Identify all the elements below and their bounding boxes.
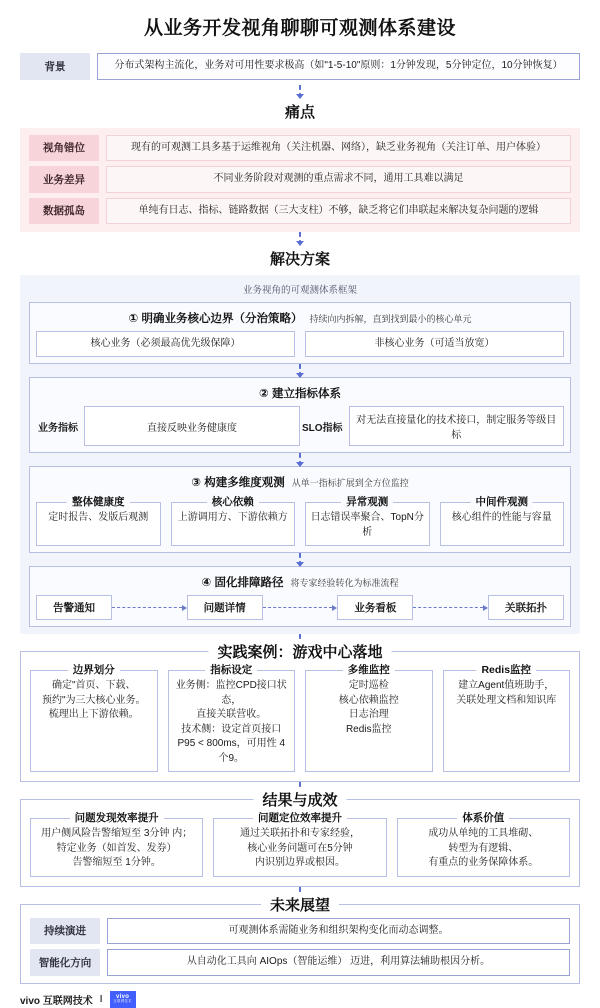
step-3-box-text: 上游调用方、下游依赖方 (177, 512, 288, 523)
practice-heading: 实践案例：游戏中心落地 (208, 641, 391, 662)
step-4-title-text: ④ 固化排障路径 (201, 577, 284, 589)
practice-card (305, 664, 433, 772)
step-3-box (305, 496, 430, 546)
solution-step-4 (29, 566, 571, 627)
step-2-item-value: 直接反映业务健康度 (84, 406, 300, 446)
background-label: 背景 (20, 53, 90, 80)
chain-node: 关联拓扑 (488, 595, 564, 620)
arrow-down-icon (296, 462, 304, 467)
pain-point-label: 数据孤岛 (29, 198, 99, 225)
background-text: 分布式架构主流化，业务对可用性要求极高（如"1-5-10"原则：1分钟发现，5分钟定位，10分钟恢复） (97, 53, 580, 80)
arrow-down-icon (296, 241, 304, 246)
pain-points-section (20, 128, 580, 233)
solution-step-1 (29, 302, 571, 364)
future-row (30, 949, 570, 976)
pain-point-row (29, 135, 571, 162)
step-3-box-text: 核心组件的性能与容量 (451, 512, 552, 523)
future-section (20, 896, 580, 984)
results-card-text: 成功从单纯的工具堆砌、 转型为有逻辑、 有重点的业务保障体系。 (428, 828, 539, 868)
step-3-box-legend: 整体健康度 (67, 495, 130, 510)
future-row (30, 918, 570, 945)
practice-section (20, 644, 580, 782)
step-3-box (171, 496, 296, 546)
step-3-box-legend: 中间件观测 (471, 495, 534, 510)
results-card (397, 812, 570, 877)
step-4-title (36, 572, 564, 595)
step-2-item-tag: SLO指标 (302, 422, 343, 434)
step-4-note: 将专家经验转化为标准流程 (290, 578, 399, 588)
results-card (213, 812, 386, 877)
footer-brand: vivo 互联网技术 (20, 995, 93, 1007)
footer (20, 984, 580, 1008)
future-label: 智能化方向 (30, 949, 100, 976)
results-cards (30, 814, 570, 877)
step-3-box-legend: 核心依赖 (207, 495, 259, 510)
footer-separator: I (99, 993, 103, 1005)
results-card-text: 通过关联拓扑和专家经验， 核心业务问题可在5分钟 内识别边界或根因。 (239, 828, 360, 868)
step-3-title-text: ③ 构建多维度观测 (191, 477, 285, 489)
connector-background-to-pain (20, 85, 580, 98)
future-label: 持续演进 (30, 918, 100, 945)
solution-subtitle: 业务视角的可观测体系框架 (242, 285, 357, 296)
practice-card-text: 定时巡检 核心依赖监控 日志治理 Redis监控 (338, 680, 399, 735)
step-1-box: 核心业务（必须最高优先级保障） (36, 331, 295, 357)
logo-line-2: 互联网技术 (113, 999, 132, 1004)
pain-point-label: 业务差异 (29, 166, 99, 193)
chain-node: 业务看板 (337, 595, 413, 620)
step-3-box-legend: 异常观测 (341, 495, 393, 510)
practice-card-text: 确定"首页、下载、 预约"为三大核心业务。 梳理出上下游依赖。 (41, 680, 146, 720)
solution-step-2 (29, 377, 571, 453)
arrow-down-icon (296, 373, 304, 378)
step-3-box-text: 日志错误率聚合、TopN分析 (310, 512, 424, 538)
practice-card (443, 664, 571, 772)
practice-card-legend: 多维监控 (343, 663, 395, 678)
future-text: 可观测体系需随业务和组织架构变化而动态调整。 (107, 918, 570, 945)
step-4-chain (36, 595, 564, 620)
logo-line-1: vivo (115, 994, 130, 1001)
chain-arrow-icon (413, 605, 488, 611)
practice-card (168, 664, 296, 772)
step-3-box (440, 496, 565, 546)
results-card-text: 用户侧风险告警缩短至 3分钟 内； 特定业务（如首发、发券） 告警缩短至 1分钟。 (41, 828, 193, 868)
pain-points-heading: 痛点 (284, 103, 315, 121)
step-2-item-value: 对无法直接量化的技术接口，制定服务等级目标 (349, 406, 564, 446)
background-row (20, 53, 580, 80)
solution-section (20, 275, 580, 634)
future-text: 从自动化工具向 AIOps（智能运维） 迈进，利用算法辅助根因分析。 (107, 949, 570, 976)
results-card-legend: 体系价值 (457, 811, 509, 826)
pain-point-label: 视角错位 (29, 135, 99, 162)
practice-card-legend: 边界划分 (68, 663, 120, 678)
results-card-legend: 问题发现效率提升 (70, 811, 164, 826)
solution-heading: 解决方案 (269, 251, 330, 268)
pain-point-text: 不同业务阶段对观测的重点需求不同，通用工具难以满足 (106, 166, 571, 193)
chain-arrow-icon (263, 605, 338, 611)
practice-card (30, 664, 158, 772)
chain-arrow-icon (112, 605, 187, 611)
practice-cards (30, 666, 570, 772)
chain-node: 告警通知 (36, 595, 112, 620)
connector-step2-to-step3 (29, 453, 571, 466)
page-title: 从业务开发视角聊聊可观测体系建设 (143, 18, 456, 39)
practice-card-text: 业务侧：监控CPD接口状态， 直接关联营收。 技术侧：设定首页接口 P95 < 800ms，可用性 4个9。 (175, 680, 287, 764)
step-3-note: 从单一指标扩展到全方位监控 (291, 478, 409, 488)
step-2-item (36, 406, 300, 446)
practice-card-text: 建立Agent值班助手， 关联处理文档和知识库 (456, 680, 557, 706)
step-3-box-text: 定时报告、发版后观测 (48, 512, 149, 523)
future-heading: 未来展望 (261, 894, 339, 915)
results-section (20, 792, 580, 887)
results-card-legend: 问题定位效率提升 (253, 811, 347, 826)
practice-card-legend: 指标设定 (205, 663, 257, 678)
step-1-title (36, 308, 564, 331)
connector-step1-to-step2 (29, 364, 571, 377)
results-heading: 结果与成效 (253, 789, 346, 810)
step-1-title-text: ① 明确业务核心边界（分治策略） (128, 313, 303, 325)
step-1-boxes (36, 331, 564, 357)
arrow-down-icon (296, 94, 304, 99)
step-2-items (36, 406, 564, 446)
step-2-title: ② 建立指标体系 (259, 388, 341, 400)
step-1-box: 非核心业务（可适当放宽） (305, 331, 564, 357)
arrow-down-icon (296, 562, 304, 567)
results-card (30, 812, 203, 877)
step-2-item-tag: 业务指标 (38, 422, 78, 434)
step-3-boxes (36, 495, 564, 546)
background-section (20, 53, 580, 80)
practice-card-legend: Redis监控 (476, 663, 536, 678)
step-1-note: 持续向内拆解，直到找到最小的核心单元 (309, 314, 472, 324)
chain-node: 问题详情 (187, 595, 263, 620)
step-2-item (300, 406, 564, 446)
pain-point-text: 单纯有日志、指标、链路数据（三大支柱）不够，缺乏将它们串联起来解决复杂问题的逻辑 (106, 198, 571, 225)
connector-step3-to-step4 (29, 553, 571, 566)
connector-pain-to-solution (20, 232, 580, 245)
step-3-title (36, 472, 564, 495)
step-3-box (36, 496, 161, 546)
pain-point-text: 现有的可观测工具多基于运维视角（关注机器、网络），缺乏业务视角（关注订单、用户体验） (106, 135, 571, 162)
vivo-logo-icon (110, 991, 136, 1008)
pain-point-row (29, 166, 571, 193)
pain-point-row (29, 198, 571, 225)
solution-step-3 (29, 466, 571, 553)
